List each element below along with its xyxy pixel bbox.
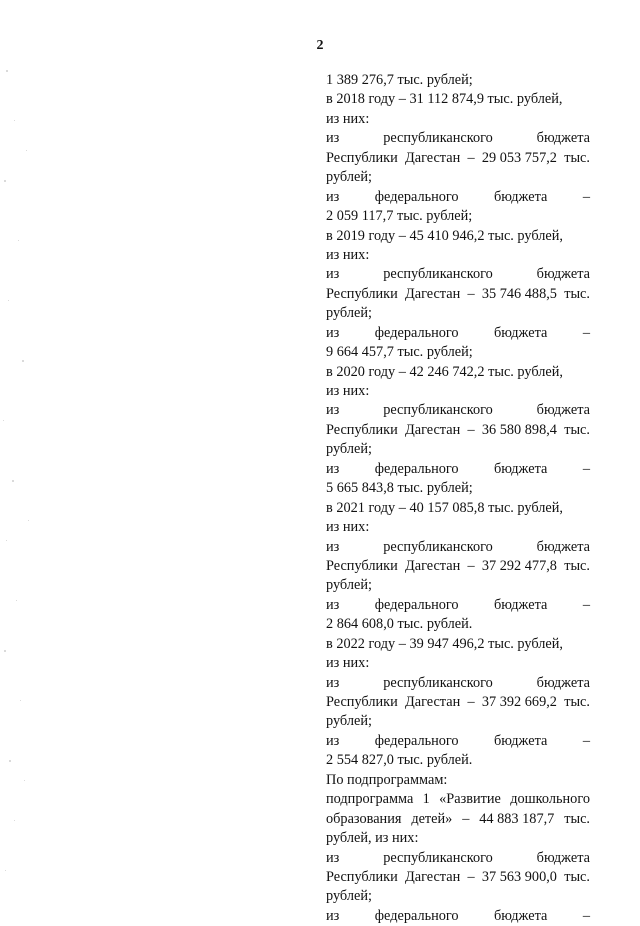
scan-speck <box>20 700 21 701</box>
text-word: Республики <box>326 557 398 574</box>
text-word: тыс. <box>564 810 590 827</box>
text-word: – <box>467 694 475 710</box>
text-line: рублей; <box>326 577 372 594</box>
text-line: рублей; <box>326 888 372 905</box>
text-word: – <box>582 188 590 205</box>
text-word: 29 053 757,2 <box>481 149 557 166</box>
text-word: Дагестан <box>404 694 461 710</box>
text-line <box>326 732 590 751</box>
text-word: детей» <box>411 810 453 827</box>
text-line: в 2022 году – 39 947 496,2 тыс. рублей, <box>326 635 563 652</box>
text-word: Дагестан <box>404 149 461 166</box>
text-word: федерального <box>374 324 459 341</box>
text-line: рублей; <box>326 713 372 730</box>
text-line <box>326 868 590 887</box>
scan-speck <box>26 150 27 151</box>
text-line: из них: <box>326 655 370 672</box>
text-word: 36 580 898,4 <box>481 421 557 438</box>
text-word: из <box>326 266 340 283</box>
text-line: 2 864 608,0 тыс. рублей. <box>326 616 473 633</box>
text-line: рублей; <box>326 305 372 322</box>
text-word: бюджета <box>536 266 590 283</box>
text-word: – <box>582 907 590 924</box>
text-line <box>326 538 590 557</box>
text-word: – <box>582 732 590 749</box>
text-word: тыс. <box>564 421 590 438</box>
text-line <box>326 401 590 420</box>
text-line <box>326 693 590 712</box>
text-line <box>326 129 590 148</box>
text-word: 37 292 477,8 <box>481 557 557 574</box>
text-word: бюджета <box>494 732 548 749</box>
text-word: 44 883 187,7 <box>479 810 555 827</box>
text-line: в 2020 году – 42 246 742,2 тыс. рублей, <box>326 363 563 380</box>
text-line: 5 665 843,8 тыс. рублей; <box>326 480 473 497</box>
text-line: По подпрограммам: <box>326 771 448 788</box>
text-word: 37 392 669,2 <box>481 694 557 710</box>
text-word: бюджета <box>494 460 548 477</box>
text-word: бюджета <box>536 538 590 555</box>
text-word: из <box>326 188 340 205</box>
text-line <box>326 460 590 479</box>
text-word: республиканского <box>383 849 493 866</box>
text-word: из <box>326 538 340 555</box>
scan-speck <box>6 540 7 541</box>
text-word: – <box>582 460 590 477</box>
scan-speck <box>9 760 11 762</box>
text-word: федерального <box>374 732 459 749</box>
text-word: Дагестан <box>404 285 461 302</box>
text-word: Дагестан <box>404 868 461 885</box>
text-word: из <box>326 732 340 749</box>
text-word: Республики <box>326 694 398 710</box>
text-line <box>326 849 590 868</box>
budget-text-column <box>326 71 590 926</box>
text-line: рублей; <box>326 169 372 186</box>
text-line: в 2019 году – 45 410 946,2 тыс. рублей, <box>326 227 563 244</box>
text-word: Республики <box>326 285 398 302</box>
text-word: бюджета <box>494 324 548 341</box>
text-word: из <box>326 849 340 866</box>
text-line <box>326 907 590 926</box>
text-word: образования <box>326 810 402 827</box>
text-word: федерального <box>374 460 459 477</box>
text-line: 2 059 117,7 тыс. рублей; <box>326 208 473 225</box>
text-line: рублей; <box>326 441 372 458</box>
text-word: Республики <box>326 421 398 438</box>
text-word: федерального <box>374 596 459 613</box>
text-word: федерального <box>374 907 459 924</box>
text-word: из <box>326 130 340 147</box>
text-word: бюджета <box>494 596 548 613</box>
text-word: республиканского <box>383 266 493 283</box>
text-line: из них: <box>326 110 370 127</box>
text-word: Республики <box>326 868 398 885</box>
text-word: 1 <box>422 791 430 808</box>
text-word: из <box>326 674 340 691</box>
text-line: 9 664 457,7 тыс. рублей; <box>326 344 473 361</box>
text-word: – <box>582 324 590 341</box>
text-line <box>326 265 590 284</box>
text-line <box>326 790 590 809</box>
text-word: из <box>326 324 340 341</box>
text-line <box>326 324 590 343</box>
text-word: 37 563 900,0 <box>481 868 557 885</box>
scan-speck <box>12 480 14 482</box>
text-word: тыс. <box>564 285 590 302</box>
scan-speck <box>14 820 15 821</box>
text-word: бюджета <box>536 674 590 691</box>
text-line <box>326 596 590 615</box>
scan-speck <box>6 70 8 72</box>
text-word: – <box>467 285 475 302</box>
scan-speck <box>8 300 9 301</box>
scan-speck <box>5 870 6 871</box>
text-line: рублей, из них: <box>326 830 419 847</box>
text-line: из них: <box>326 519 370 536</box>
scan-speck <box>28 520 29 521</box>
scan-speck <box>22 360 24 362</box>
text-word: из <box>326 907 340 924</box>
scan-speck <box>3 420 4 421</box>
text-word: бюджета <box>536 402 590 419</box>
text-word: – <box>467 868 475 885</box>
text-line <box>326 149 590 168</box>
text-word: республиканского <box>383 130 493 147</box>
text-word: бюджета <box>536 849 590 866</box>
text-word: – <box>467 149 475 166</box>
text-line: 1 389 276,7 тыс. рублей; <box>326 72 473 88</box>
text-word: из <box>326 460 340 477</box>
text-line <box>326 674 590 693</box>
text-line <box>326 557 590 576</box>
text-word: республиканского <box>383 674 493 691</box>
text-word: Республики <box>326 149 398 166</box>
text-line: в 2018 году – 31 112 874,9 тыс. рублей, <box>326 91 563 108</box>
text-word: из <box>326 596 340 613</box>
scan-speck <box>24 780 25 781</box>
text-line: из них: <box>326 383 370 399</box>
text-word: – <box>467 421 475 438</box>
text-word: федерального <box>374 188 459 205</box>
text-word: – <box>582 596 590 613</box>
text-line: 2 554 827,0 тыс. рублей. <box>326 752 473 769</box>
text-word: из <box>326 402 340 419</box>
text-word: «Развитие <box>439 791 501 808</box>
scan-speck <box>16 600 17 601</box>
text-line <box>326 285 590 304</box>
text-word: тыс. <box>564 694 590 710</box>
text-word: бюджета <box>494 188 548 205</box>
page-number: 2 <box>316 38 324 53</box>
scan-speck <box>14 120 15 121</box>
text-word: подпрограмма <box>326 791 414 808</box>
text-line <box>326 810 590 829</box>
text-word: тыс. <box>564 557 590 574</box>
text-word: 35 746 488,5 <box>481 285 557 302</box>
scan-speck <box>4 180 6 182</box>
text-word: Дагестан <box>404 421 461 438</box>
text-line <box>326 421 590 440</box>
text-word: – <box>462 810 470 827</box>
text-word: бюджета <box>494 907 548 924</box>
text-word: Дагестан <box>404 557 461 574</box>
text-line: в 2021 году – 40 157 085,8 тыс. рублей, <box>326 499 563 516</box>
scan-speck <box>18 240 19 241</box>
text-word: республиканского <box>383 538 493 555</box>
text-word: – <box>467 557 475 574</box>
text-word: тыс. <box>564 868 590 885</box>
text-word: тыс. <box>564 149 590 166</box>
text-word: дошкольного <box>510 791 590 808</box>
text-word: бюджета <box>536 130 590 147</box>
text-word: республиканского <box>383 402 493 419</box>
scan-speck <box>4 650 6 652</box>
text-line: из них: <box>326 246 370 263</box>
text-line <box>326 188 590 207</box>
